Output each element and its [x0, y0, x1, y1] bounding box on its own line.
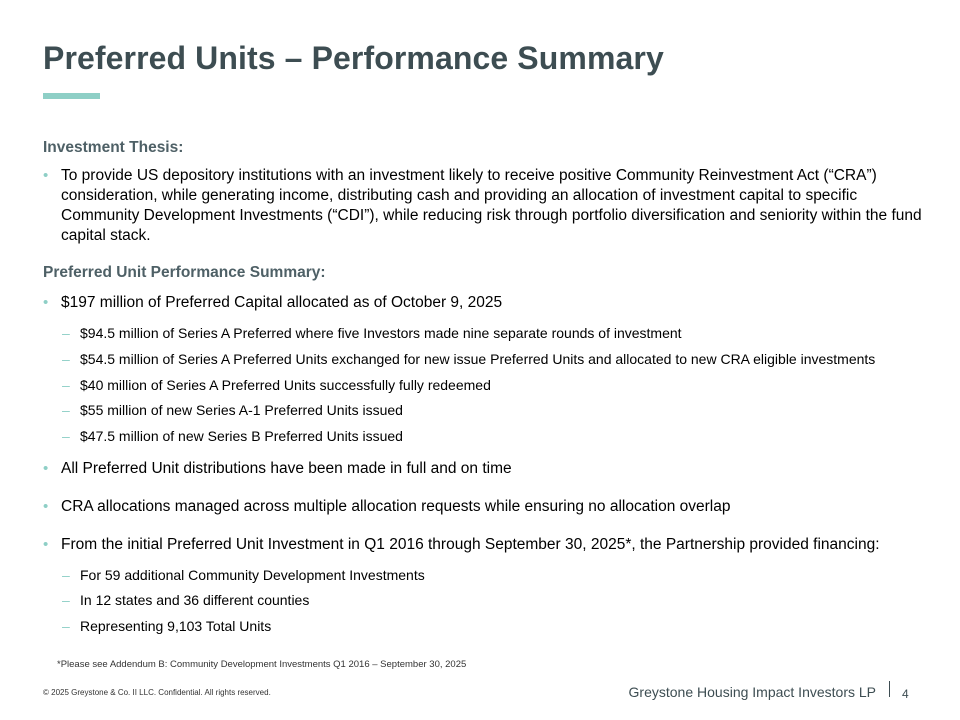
capital-text: $197 million of Preferred Capital allocated as of October 9, 2025	[61, 294, 503, 311]
dash-icon: –	[62, 428, 70, 444]
title-accent-bar	[43, 93, 100, 99]
dash-icon: –	[62, 325, 70, 341]
thesis-bullet	[43, 166, 923, 246]
capital-sub-item: – $94.5 million of Series A Preferred where five Investors made nine separate rounds of investment	[62, 325, 682, 341]
slide-title: Preferred Units – Performance Summary	[43, 40, 664, 76]
capital-sub-item: – $40 million of Series A Preferred Units successfully fully redeemed	[62, 377, 491, 393]
dash-icon: –	[62, 351, 70, 367]
financing-sub-item: – Representing 9,103 Total Units	[62, 618, 272, 634]
dash-icon: –	[62, 618, 70, 634]
dash-icon: –	[62, 567, 70, 583]
dash-icon: –	[62, 592, 70, 608]
capital-sub-item: – $55 million of new Series A-1 Preferred Units issued	[62, 402, 403, 418]
cra-bullet: • CRA allocations managed across multiple allocation requests while ensuring no allocation overlap	[43, 498, 731, 515]
company-name: Greystone Housing Impact Investors LP	[628, 684, 876, 700]
bullet-icon: •	[43, 294, 49, 311]
bullet-icon: •	[43, 498, 49, 515]
financing-sub-item: – In 12 states and 36 different counties	[62, 592, 310, 608]
bullet-icon: •	[43, 460, 49, 477]
bullet-icon: •	[43, 167, 49, 184]
dash-icon: –	[62, 377, 70, 393]
footer-divider	[889, 681, 890, 697]
capital-sub-item: – $47.5 million of new Series B Preferred Units issued	[62, 428, 403, 444]
dash-icon: –	[62, 402, 70, 418]
financing-bullet: • From the initial Preferred Unit Investment in Q1 2016 through September 30, 2025*, the Partnership provided financing:	[43, 536, 880, 553]
capital-sub-item: – $54.5 million of Series A Preferred Units exchanged for new issue Preferred Units and allocated to new CRA eligible investments	[62, 351, 876, 367]
performance-summary-heading: Preferred Unit Performance Summary:	[43, 264, 326, 281]
thesis-text: To provide US depository institutions with an investment likely to receive positive Community Reinvestment Act (“CRA”) consideration, while generating income, distributing cash and providing an allocation of investment capital to specific Community Development Investments (“CDI”), while reducing risk through portfolio diversification and seniority within the fund capital stack.	[61, 167, 922, 244]
financing-sub-item: – For 59 additional Community Development Investments	[62, 567, 425, 583]
capital-bullet	[43, 293, 923, 313]
bullet-icon: •	[43, 536, 49, 553]
investment-thesis-heading: Investment Thesis:	[43, 139, 184, 156]
footnote: *Please see Addendum B: Community Development Investments Q1 2016 – September 30, 2025	[57, 659, 467, 670]
page-number: 4	[902, 687, 909, 701]
distributions-bullet: • All Preferred Unit distributions have been made in full and on time	[43, 460, 512, 477]
copyright-notice: © 2025 Greystone & Co. II LLC. Confidential. All rights reserved.	[43, 688, 271, 697]
